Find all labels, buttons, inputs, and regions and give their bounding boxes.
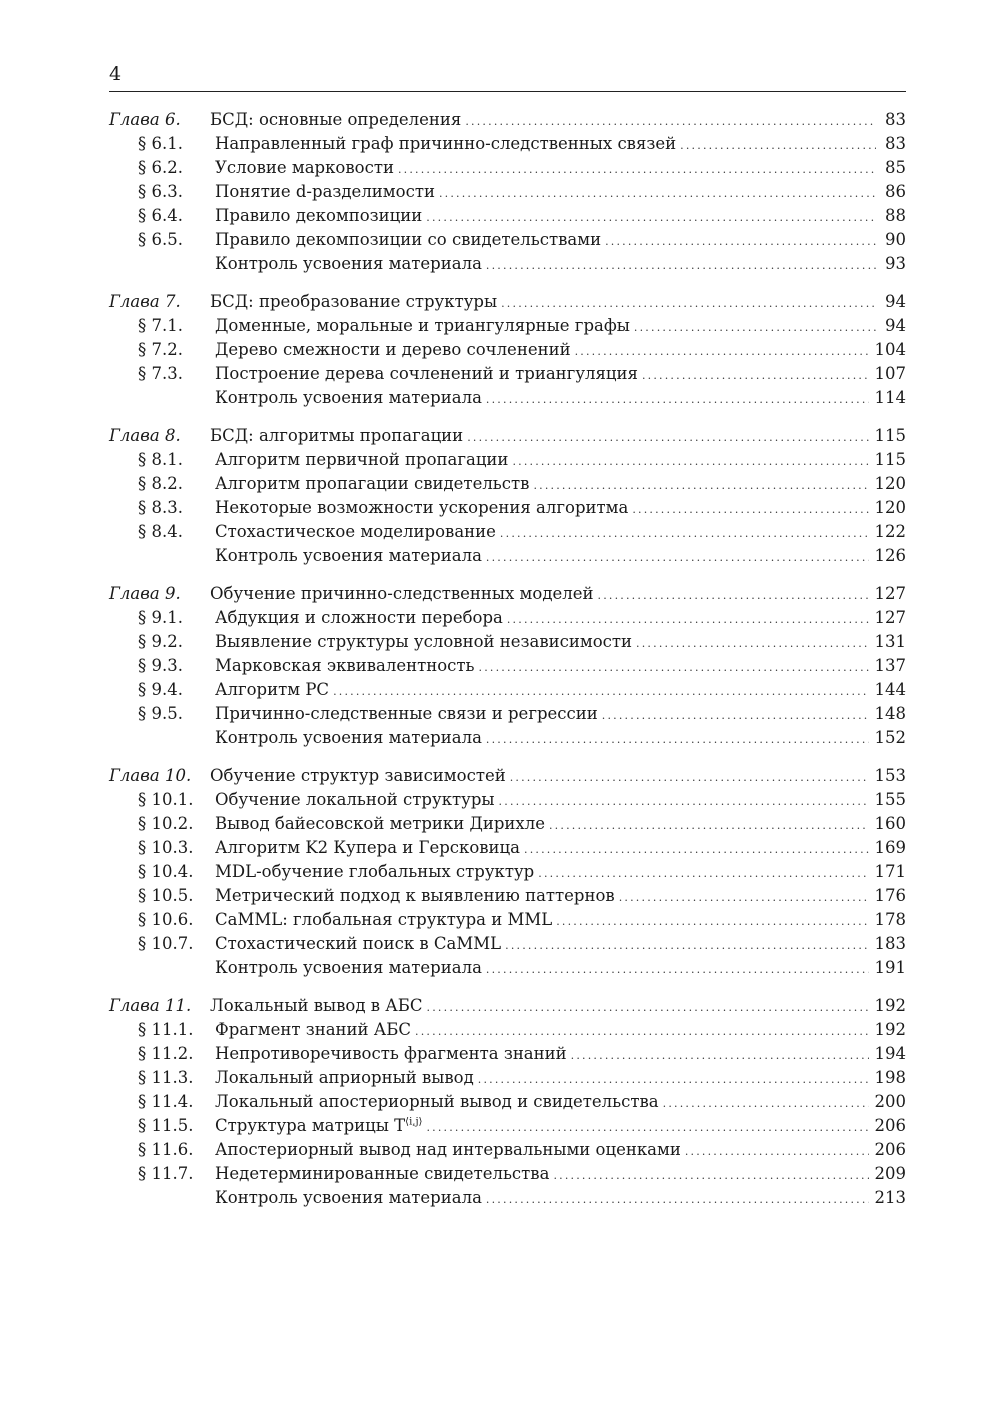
section-title <box>210 908 552 932</box>
section-row[interactable] <box>109 132 906 156</box>
section-label: § 10.2. <box>138 814 194 833</box>
section-title <box>210 884 615 908</box>
section-label: § 6.2. <box>138 158 183 177</box>
chapter-label: Глава 6. <box>109 110 181 129</box>
leader-dots <box>533 474 868 498</box>
section-title <box>210 678 329 702</box>
chapter-block <box>109 290 906 410</box>
leader-dots <box>478 1068 869 1092</box>
section-row[interactable] <box>109 1138 906 1162</box>
table-of-contents <box>109 108 906 1224</box>
section-row[interactable] <box>109 884 906 908</box>
section-title <box>210 338 571 362</box>
chapter-row[interactable] <box>109 582 906 606</box>
leader-dots <box>634 316 876 340</box>
chapter-block <box>109 108 906 276</box>
leader-dots <box>500 522 869 546</box>
section-title-text: Контроль усвоения материала <box>215 388 482 407</box>
section-title-text: Понятие d-разделимости <box>215 182 435 201</box>
section-row[interactable] <box>109 654 906 678</box>
review-row[interactable] <box>109 726 906 750</box>
leader-dots <box>663 1092 869 1116</box>
section-label: § 8.3. <box>138 498 183 517</box>
page-ref: 171 <box>874 862 906 881</box>
section-title-text: Контроль усвоения материала <box>215 958 482 977</box>
leader-dots <box>685 1140 869 1164</box>
leader-dots <box>426 206 876 230</box>
page-ref: 148 <box>874 704 906 723</box>
page-ref: 153 <box>874 766 906 785</box>
section-title-text: Апостериорный вывод над интервальными оценками <box>215 1140 681 1159</box>
section-title-text: Причинно-следственные связи и регрессии <box>215 704 598 723</box>
page-ref: 178 <box>874 910 906 929</box>
page-ref: 120 <box>874 498 906 517</box>
section-label: § 11.2. <box>138 1044 194 1063</box>
header-rule <box>109 91 906 92</box>
section-title-text: Направленный граф причинно-следственных связей <box>215 134 677 153</box>
leader-dots <box>680 134 876 158</box>
section-row[interactable] <box>109 496 906 520</box>
page-ref: 86 <box>885 182 906 201</box>
page-ref: 176 <box>874 886 906 905</box>
leader-dots <box>507 608 869 632</box>
chapter-title: Обучение причинно-следственных моделей <box>210 584 594 603</box>
section-title-text: Метрический подход к выявлению паттернов <box>215 886 615 905</box>
section-title <box>210 314 630 338</box>
leader-dots <box>619 886 869 910</box>
section-title <box>210 448 508 472</box>
section-row[interactable] <box>109 204 906 228</box>
section-title-text: Абдукция и сложности перебора <box>215 608 503 627</box>
section-row[interactable] <box>109 156 906 180</box>
leader-dots <box>636 632 868 656</box>
section-title-text: Недетерминированные свидетельства <box>215 1164 550 1183</box>
page-ref: 83 <box>885 110 906 129</box>
leader-dots <box>486 728 869 752</box>
section-label: § 10.6. <box>138 910 194 929</box>
page-number: 4 <box>109 63 122 85</box>
chapter-title: БСД: основные определения <box>210 110 462 129</box>
section-row[interactable] <box>109 908 906 932</box>
section-row[interactable] <box>109 1042 906 1066</box>
section-title <box>210 956 482 980</box>
section-label: § 6.4. <box>138 206 183 225</box>
page-ref: 198 <box>874 1068 906 1087</box>
section-title <box>210 204 422 228</box>
leader-dots <box>510 766 869 790</box>
chapter-row[interactable] <box>109 108 906 132</box>
chapter-label: Глава 9. <box>109 584 181 603</box>
section-title-text: MDL-обучение глобальных структур <box>215 862 535 881</box>
page-ref: 126 <box>874 546 906 565</box>
page-ref: 127 <box>874 584 906 603</box>
chapter-block <box>109 764 906 980</box>
section-label: § 10.1. <box>138 790 194 809</box>
section-title-text: Правило декомпозиции <box>215 206 423 225</box>
chapter-row[interactable] <box>109 994 906 1018</box>
section-title <box>210 156 394 180</box>
section-title-text: Алгоритм пропагации свидетельств <box>215 474 530 493</box>
section-label: § 11.5. <box>138 1116 194 1135</box>
section-row[interactable] <box>109 228 906 252</box>
section-title-text: Вывод байесовской метрики Дирихле <box>215 814 545 833</box>
page-ref: 90 <box>885 230 906 249</box>
section-title-text: Доменные, моральные и триангулярные графы <box>215 316 630 335</box>
section-title <box>210 606 503 630</box>
chapter-row[interactable] <box>109 290 906 314</box>
section-label: § 9.2. <box>138 632 183 651</box>
section-title-text: Контроль усвоения материала <box>215 254 482 273</box>
section-row[interactable] <box>109 180 906 204</box>
section-title-text: Правило декомпозиции со свидетельствами <box>215 230 602 249</box>
leader-dots <box>512 450 868 474</box>
leader-dots <box>571 1044 869 1068</box>
chapter-label: Глава 10. <box>109 766 192 785</box>
page-ref: 83 <box>885 134 906 153</box>
section-label: § 9.4. <box>138 680 183 699</box>
section-title-text: Дерево смежности и дерево сочленений <box>215 340 571 359</box>
page-ref: 115 <box>874 450 906 469</box>
section-title <box>210 860 534 884</box>
leader-dots <box>602 704 869 728</box>
section-row[interactable] <box>109 520 906 544</box>
section-title <box>210 386 482 410</box>
section-label: § 7.3. <box>138 364 183 383</box>
section-row[interactable] <box>109 812 906 836</box>
page-ref: 144 <box>874 680 906 699</box>
page-ref: 192 <box>874 1020 906 1039</box>
section-label: § 6.1. <box>138 134 183 153</box>
section-row[interactable] <box>109 788 906 812</box>
leader-dots <box>524 838 869 862</box>
page-ref: 93 <box>885 254 906 273</box>
section-title-text: Фрагмент знаний АБС <box>215 1020 412 1039</box>
leader-dots <box>556 910 868 934</box>
section-row[interactable] <box>109 448 906 472</box>
section-row[interactable] <box>109 702 906 726</box>
leader-dots <box>479 656 869 680</box>
section-title <box>210 1066 474 1090</box>
page-ref: 209 <box>874 1164 906 1183</box>
page-ref: 137 <box>874 656 906 675</box>
section-row[interactable] <box>109 1066 906 1090</box>
chapter-block <box>109 424 906 568</box>
section-label: § 9.5. <box>138 704 183 723</box>
leader-dots <box>426 1116 868 1140</box>
chapter-row[interactable] <box>109 424 906 448</box>
leader-dots <box>632 498 868 522</box>
section-title <box>210 702 598 726</box>
section-title-text: Построение дерева сочленений и триангуляция <box>215 364 638 383</box>
leader-dots <box>505 934 868 958</box>
chapter-label: Глава 11. <box>109 996 192 1015</box>
section-label: § 8.1. <box>138 450 183 469</box>
section-title-text: Стохастический поиск в CaMML <box>215 934 502 953</box>
section-title <box>210 654 475 678</box>
section-title-superscript: ⟨i,j⟩ <box>405 1116 423 1128</box>
leader-dots <box>486 1188 869 1212</box>
section-title <box>210 836 520 860</box>
page-ref: 107 <box>874 364 906 383</box>
section-label: § 10.7. <box>138 934 194 953</box>
leader-dots <box>501 292 876 316</box>
section-row[interactable] <box>109 678 906 702</box>
section-title-text: Стохастическое моделирование <box>215 522 496 541</box>
section-title <box>210 1186 482 1210</box>
section-title <box>210 180 435 204</box>
page-ref: 115 <box>874 426 906 445</box>
leader-dots <box>575 340 869 364</box>
section-title-text: Структура матрицы T <box>215 1116 406 1135</box>
leader-dots <box>486 388 869 412</box>
section-row[interactable] <box>109 836 906 860</box>
chapter-title: Обучение структур зависимостей <box>210 766 506 785</box>
section-title <box>210 544 482 568</box>
leader-dots <box>439 182 876 206</box>
leader-dots <box>549 814 869 838</box>
section-row[interactable] <box>109 1114 906 1138</box>
leader-dots <box>415 1020 868 1044</box>
chapter-block <box>109 582 906 750</box>
section-title <box>210 472 529 496</box>
section-title-text: Локальный априорный вывод <box>215 1068 474 1087</box>
section-title <box>210 496 628 520</box>
leader-dots <box>553 1164 868 1188</box>
review-row[interactable] <box>109 252 906 276</box>
section-title <box>210 812 545 836</box>
section-row[interactable] <box>109 1018 906 1042</box>
leader-dots <box>467 426 868 450</box>
section-label: § 7.1. <box>138 316 183 335</box>
page-ref: 206 <box>874 1116 906 1135</box>
section-title <box>210 932 501 956</box>
section-title-text: CaMML: глобальная структура и MML <box>215 910 553 929</box>
leader-dots <box>642 364 869 388</box>
section-label: § 11.7. <box>138 1164 194 1183</box>
page-ref: 94 <box>885 316 906 335</box>
section-row[interactable] <box>109 860 906 884</box>
section-title <box>210 1018 411 1042</box>
leader-dots <box>486 958 869 982</box>
page-ref: 200 <box>874 1092 906 1111</box>
section-row[interactable] <box>109 630 906 654</box>
section-row[interactable] <box>109 472 906 496</box>
section-label: § 6.5. <box>138 230 183 249</box>
page-ref: 120 <box>874 474 906 493</box>
chapter-title: БСД: преобразование структуры <box>210 292 498 311</box>
chapter-row[interactable] <box>109 764 906 788</box>
section-title <box>210 726 482 750</box>
section-title <box>210 788 495 812</box>
review-row[interactable] <box>109 544 906 568</box>
page-ref: 152 <box>874 728 906 747</box>
leader-dots <box>333 680 868 704</box>
page-ref: 194 <box>874 1044 906 1063</box>
page-ref: 94 <box>885 292 906 311</box>
leader-dots <box>605 230 876 254</box>
leader-dots <box>486 254 876 278</box>
chapter-title: Локальный вывод в АБС <box>210 996 423 1015</box>
section-title <box>210 132 676 156</box>
section-title <box>210 1042 567 1066</box>
section-title-text: Непротиворечивость фрагмента знаний <box>215 1044 567 1063</box>
section-label: § 10.5. <box>138 886 194 905</box>
page-ref: 192 <box>874 996 906 1015</box>
section-title <box>210 228 601 252</box>
section-title-text: Контроль усвоения материала <box>215 1188 482 1207</box>
leader-dots <box>598 584 869 608</box>
section-label: § 8.4. <box>138 522 183 541</box>
section-label: § 11.6. <box>138 1140 194 1159</box>
page-ref: 160 <box>874 814 906 833</box>
section-label: § 11.1. <box>138 1020 194 1039</box>
section-title-text: Выявление структуры условной независимости <box>215 632 633 651</box>
review-row[interactable] <box>109 386 906 410</box>
section-title <box>210 1162 549 1186</box>
section-title-text: Некоторые возможности ускорения алгоритма <box>215 498 629 517</box>
section-title <box>210 630 632 654</box>
leader-dots <box>398 158 876 182</box>
page-ref: 155 <box>874 790 906 809</box>
section-title-text: Обучение локальной структуры <box>215 790 495 809</box>
page-ref: 114 <box>874 388 906 407</box>
page-ref: 88 <box>885 206 906 225</box>
section-title <box>210 1138 681 1162</box>
section-title-text: Локальный апостериорный вывод и свидетельства <box>215 1092 659 1111</box>
section-label: § 7.2. <box>138 340 183 359</box>
section-title-text: Алгоритм K2 Купера и Герсковица <box>215 838 520 857</box>
section-row[interactable] <box>109 1090 906 1114</box>
section-label: § 6.3. <box>138 182 183 201</box>
section-row[interactable] <box>109 314 906 338</box>
section-title <box>210 520 496 544</box>
leader-dots <box>486 546 869 570</box>
chapter-block <box>109 994 906 1210</box>
section-row[interactable] <box>109 606 906 630</box>
section-row[interactable] <box>109 362 906 386</box>
page-ref: 213 <box>874 1188 906 1207</box>
section-label: § 9.1. <box>138 608 183 627</box>
chapter-label: Глава 8. <box>109 426 181 445</box>
leader-dots <box>465 110 876 134</box>
section-title-text: Алгоритм первичной пропагации <box>215 450 509 469</box>
section-label: § 11.4. <box>138 1092 194 1111</box>
section-title <box>210 1090 659 1114</box>
section-label: § 8.2. <box>138 474 183 493</box>
page-ref: 122 <box>874 522 906 541</box>
page-ref: 104 <box>874 340 906 359</box>
page-ref: 131 <box>874 632 906 651</box>
chapter-label: Глава 7. <box>109 292 181 311</box>
section-title <box>210 252 482 276</box>
section-title-text: Условие марковости <box>215 158 394 177</box>
page-ref: 85 <box>885 158 906 177</box>
page-ref: 127 <box>874 608 906 627</box>
page-ref: 169 <box>874 838 906 857</box>
section-title-text: Марковская эквивалентность <box>215 656 475 675</box>
section-label: § 10.3. <box>138 838 194 857</box>
review-row[interactable] <box>109 956 906 980</box>
page-ref: 183 <box>874 934 906 953</box>
page-ref: 191 <box>874 958 906 977</box>
chapter-title: БСД: алгоритмы пропагации <box>210 426 464 445</box>
section-row[interactable] <box>109 932 906 956</box>
review-row[interactable] <box>109 1186 906 1210</box>
section-title <box>210 362 638 386</box>
leader-dots <box>499 790 869 814</box>
section-label: § 11.3. <box>138 1068 194 1087</box>
section-title-text: Алгоритм PC <box>215 680 330 699</box>
section-label: § 10.4. <box>138 862 194 881</box>
section-title-text: Контроль усвоения материала <box>215 546 482 565</box>
section-title <box>210 1114 422 1138</box>
leader-dots <box>538 862 868 886</box>
section-row[interactable] <box>109 338 906 362</box>
section-row[interactable] <box>109 1162 906 1186</box>
section-title-text: Контроль усвоения материала <box>215 728 482 747</box>
section-label: § 9.3. <box>138 656 183 675</box>
leader-dots <box>427 996 869 1020</box>
page-ref: 206 <box>874 1140 906 1159</box>
